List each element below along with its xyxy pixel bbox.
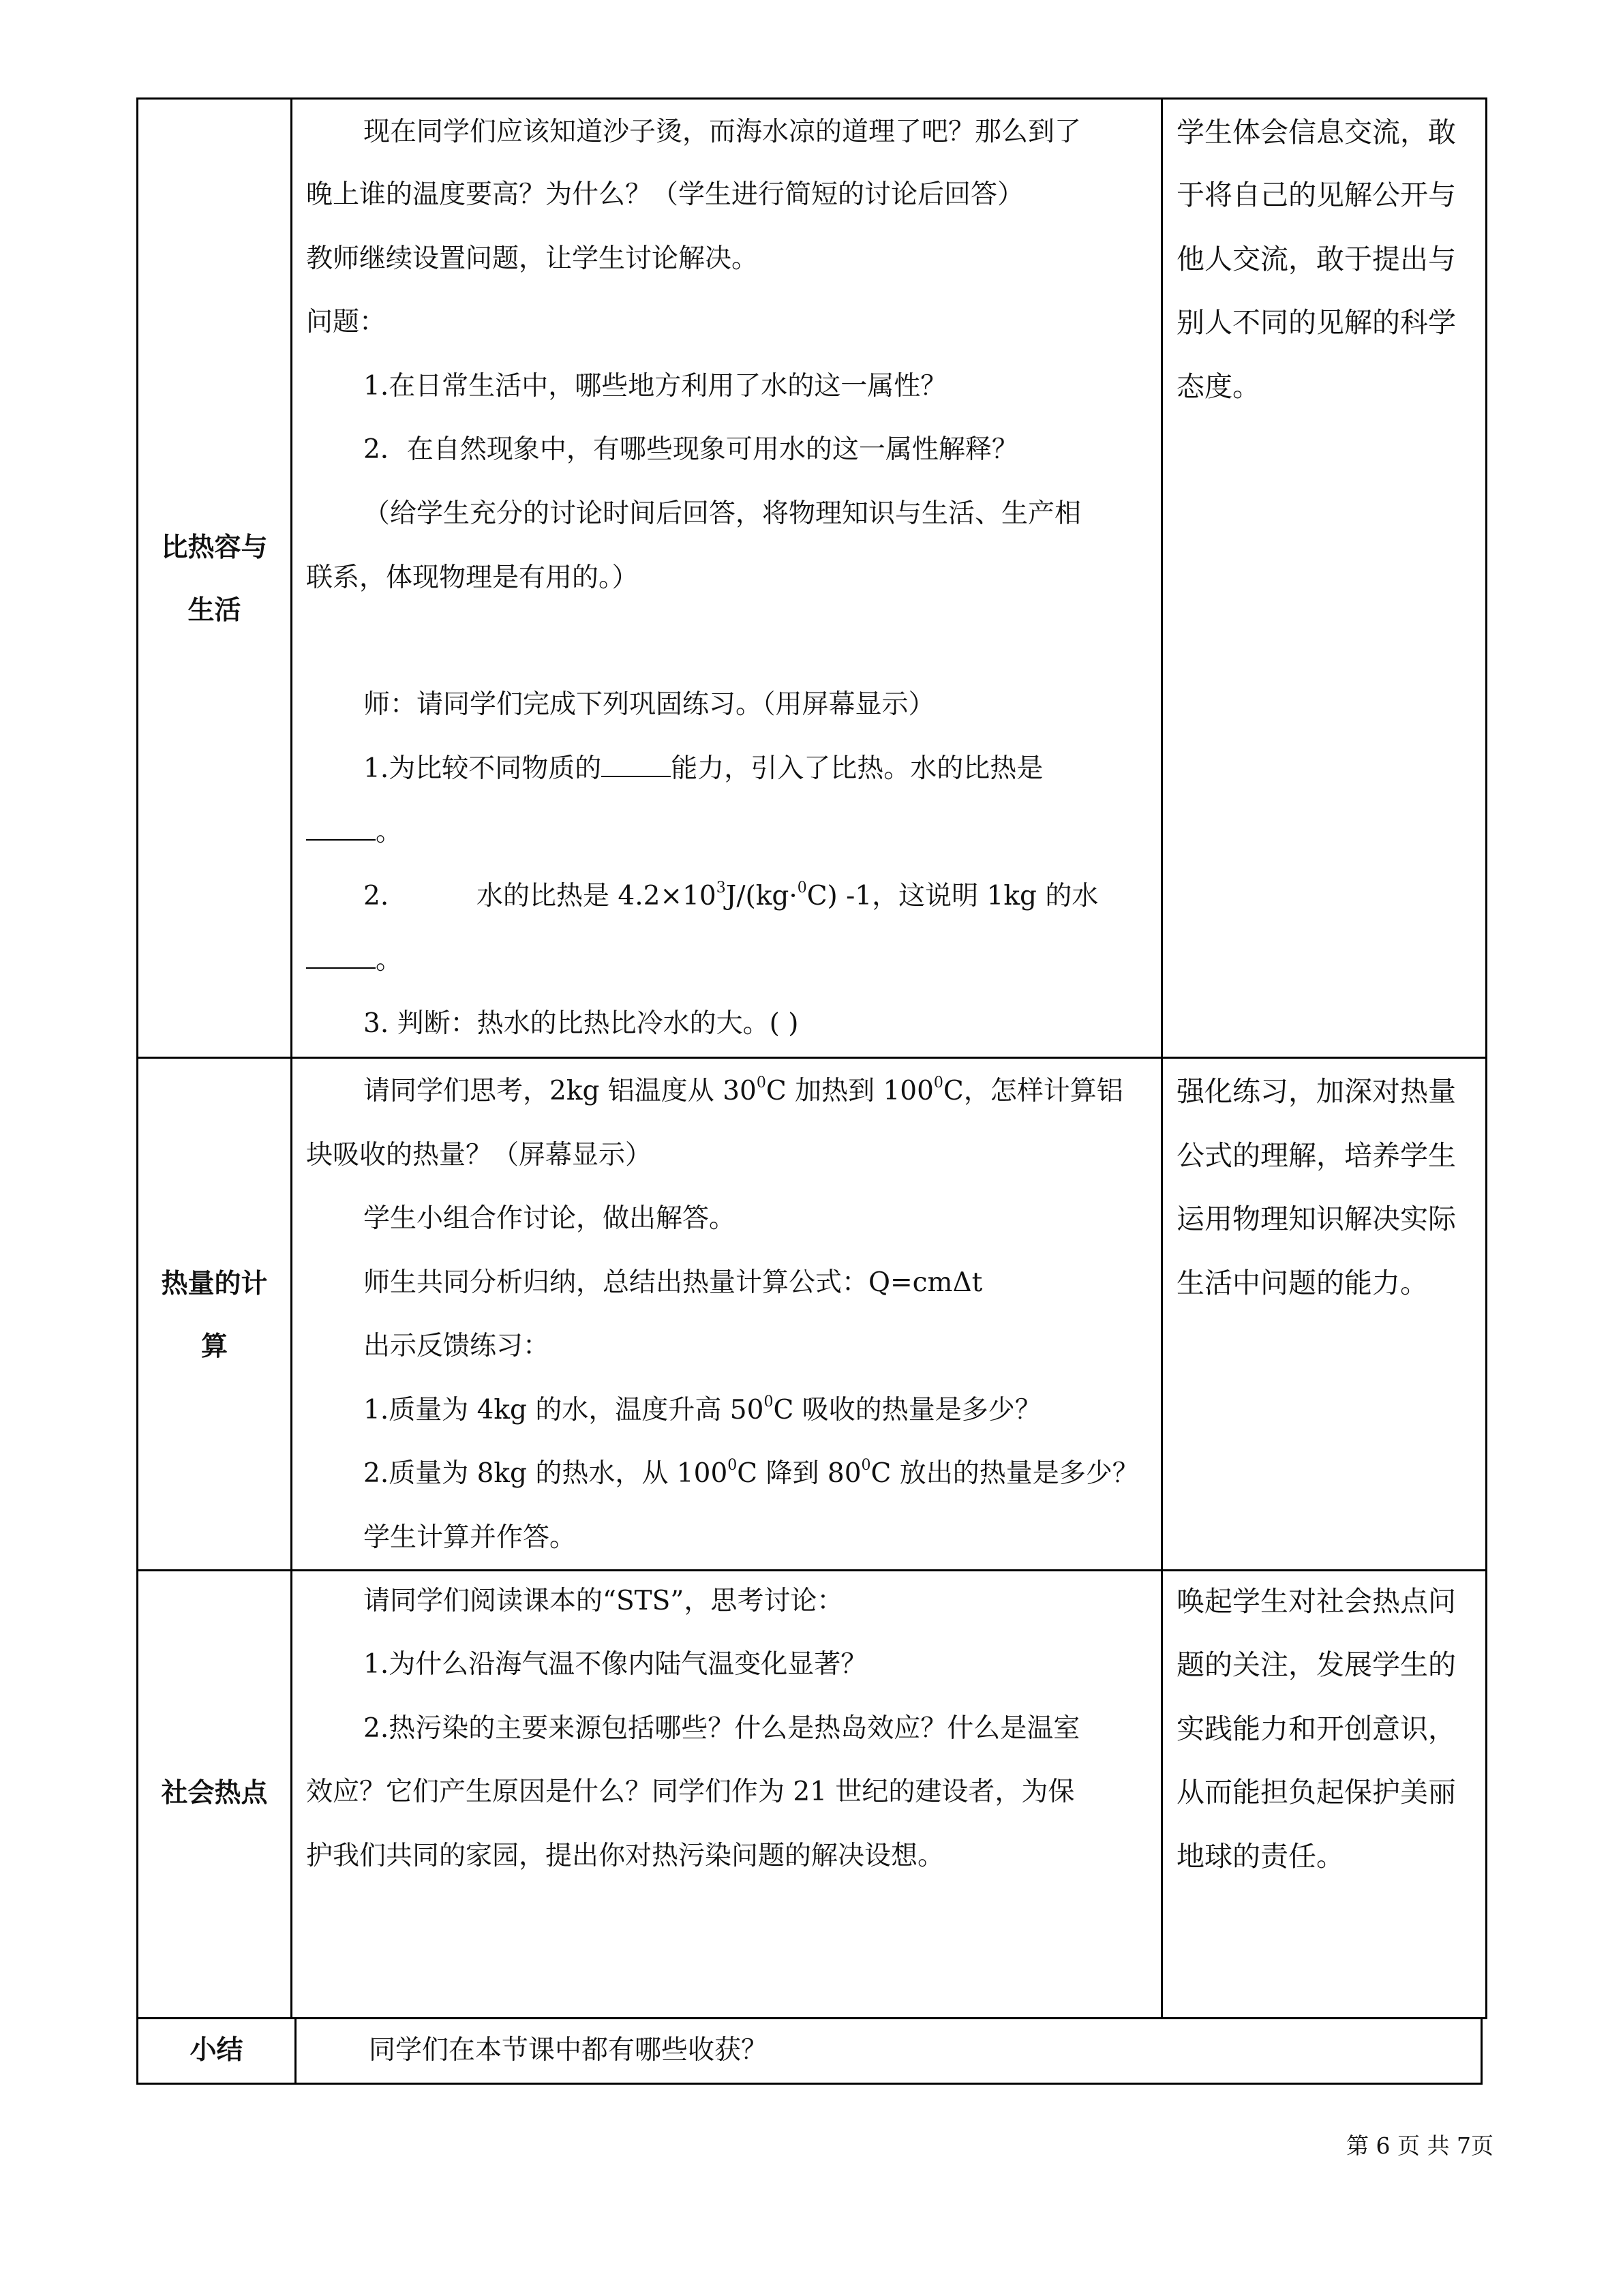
content-line: 学生计算并作答。 [363,1522,577,1553]
text: 2. [363,881,389,911]
text: 。 [376,817,403,847]
text: C 放出的热量是多少？ [870,1458,1139,1489]
note-column-divider [1161,97,1163,2019]
table-right-border [1485,97,1487,2019]
exercise-item [363,1455,1139,1493]
content-line: 现在同学们应该知道沙子烫，而海水凉的道理了吧？那么到了 [363,117,1082,147]
label-line: 比热容与 [161,532,268,563]
text: 水的比热是 4.2×10 [476,881,716,911]
content-line: 教师继续设置问题，让学生讨论解决。 [306,243,759,274]
exercise-item-3: 3. 判断：热水的比热比冷水的大。( ) [363,1008,799,1039]
note-line: 学生体会信息交流，敢 [1177,116,1456,149]
row-divider-2 [136,1569,1487,1571]
question-item: 2．在自然现象中，有哪些现象可用水的这一属性解释？ [363,434,1018,465]
superscript: 3 [716,879,726,896]
row-divider-1 [136,1057,1487,1059]
note-line: 态度。 [1177,370,1260,403]
summary-label: 小结 [189,2035,243,2066]
discussion-item: 1.为什么沿海气温不像内陆气温变化显著？ [363,1649,868,1680]
superscript: 0 [933,1074,943,1091]
text: 能力，引入了比热。水的比热是 [671,753,1044,784]
summary-right-border [1481,2018,1483,2085]
fill-blank [306,944,376,969]
superscript: 0 [756,1074,766,1091]
text: C，怎样计算铝 [943,1076,1123,1106]
content-line: 请同学们阅读课本的“STS”，思考讨论： [363,1586,844,1616]
text: C 降到 80 [737,1458,862,1489]
exercise-item-1-cont [306,813,402,851]
text: 1.质量为 4kg 的水，温度升高 50 [363,1395,764,1425]
label-line: 热量的计 [161,1269,268,1299]
note-line: 从而能担负起保护美丽 [1177,1776,1456,1809]
note-line: 实践能力和开创意识， [1177,1712,1456,1745]
content-line: 问题： [306,307,386,337]
exercise-item-1 [363,750,1043,788]
summary-label-divider [294,2018,297,2085]
content-line [363,1072,1123,1111]
superscript: 0 [763,1393,774,1410]
text: 2.质量为 8kg 的热水，从 100 [363,1458,728,1489]
note-line: 他人交流，敢于提出与 [1177,243,1456,275]
content-line: 学生小组合作讨论，做出解答。 [363,1203,736,1234]
note-line: 运用物理知识解决实际 [1177,1203,1456,1235]
table-top-border [136,97,1487,100]
discussion-item: 2.热污染的主要来源包括哪些？什么是热岛效应？什么是温室 [363,1713,1080,1744]
content-line: 护我们共同的家园，提出你对热污染问题的解决设想。 [306,1841,945,1871]
content-line: 效应？它们产生原因是什么？同学们作为 21 世纪的建设者，为保 [306,1777,1075,1807]
content-line: 块吸收的热量？（屏幕显示） [306,1140,652,1170]
text: C) -1，这说明 1kg 的水 [806,881,1099,911]
note-line: 强化练习，加深对热量 [1177,1075,1456,1108]
section-label [138,517,290,642]
fill-blank [601,753,671,777]
note-line: 公式的理解，培养学生 [1177,1139,1456,1172]
content-line: 联系，体现物理是有用的。） [306,562,639,593]
section-label [138,1253,290,1378]
summary-text: 同学们在本节课中都有哪些收获？ [369,2035,768,2066]
superscript: 0 [861,1457,871,1474]
page-number: 第 6 页 共 7页 [1346,2132,1493,2159]
section-label [138,1762,290,1825]
text: C 加热到 100 [765,1076,934,1106]
text: 。 [376,945,403,976]
exercise-item-2 [363,877,1098,916]
superscript: 0 [727,1457,738,1474]
question-item: 1.在日常生活中，哪些地方利用了水的这一属性？ [363,371,947,402]
label-column-divider [290,97,292,2019]
text: J/(kg· [725,881,798,911]
formula-line: 师生共同分析归纳，总结出热量计算公式：Q=cmΔt [363,1267,983,1298]
note-line: 题的关注，发展学生的 [1177,1648,1456,1681]
content-line: （给学生充分的讨论时间后回答，将物理知识与生活、生产相 [363,498,1082,529]
label-line: 生活 [187,595,241,626]
note-line: 别人不同的见解的科学 [1177,306,1456,339]
label-line: 算 [200,1331,228,1362]
table-bottom-border [136,2083,1482,2085]
exercise-item-2-cont [306,941,402,980]
content-line: 出示反馈练习： [363,1331,550,1361]
content-line: 晚上谁的温度要高？为什么？（学生进行简短的讨论后回答） [306,179,1025,210]
note-line: 生活中问题的能力。 [1177,1267,1428,1299]
exercise-item [363,1391,1042,1430]
note-line: 于将自己的见解公开与 [1177,179,1456,211]
text: 1.为比较不同物质的 [363,753,602,784]
note-line: 地球的责任。 [1177,1840,1344,1873]
row-divider-3 [136,2017,1487,2019]
content-line: 师：请同学们完成下列巩固练习。（用屏幕显示） [363,689,935,720]
text: 请同学们思考，2kg 铝温度从 30 [363,1076,757,1106]
note-line: 唤起学生对社会热点问 [1177,1585,1456,1618]
text: C 吸收的热量是多少？ [773,1395,1042,1425]
fill-blank [306,816,376,841]
superscript: 0 [797,879,807,896]
label-line: 社会热点 [161,1778,268,1809]
